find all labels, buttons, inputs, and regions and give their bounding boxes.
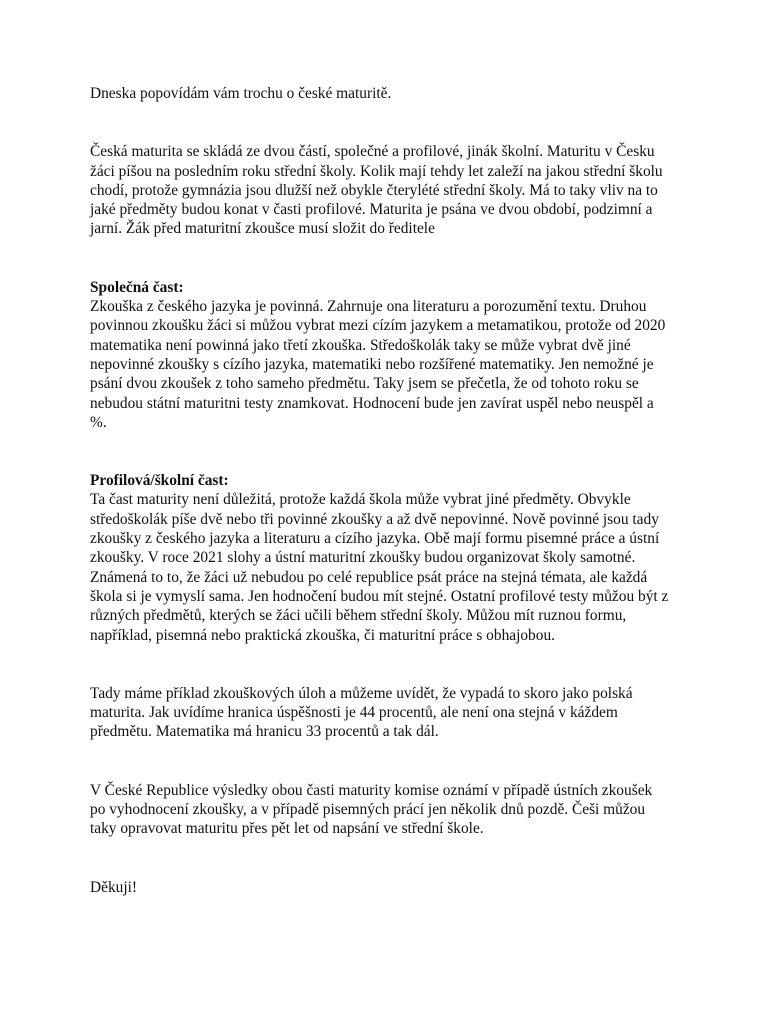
common-part-line: povinnou zkoušku žáci si můžou vybrat mezi cízím jazykem a metamatikou, protože od 2020 (90, 317, 666, 335)
overview-line: žáci píšou na posledním roku střední školy. Kolik mají tehdy let zaleží na jakou střední školu (90, 162, 663, 180)
profile-part-line: různých předmětů, kterých se žáci učili během střední školy. Můžou mít ruznou formu, (90, 607, 627, 625)
results-line: po vyhodnocení zkoušky, a v případě pisemných prácí jen několik dnů pozdě. Češi můžou (90, 801, 646, 819)
profile-part-line: Známená to to, že žáci už nebudou po celé republice psát práce na stejná témata, ale každá (90, 568, 648, 586)
profile-part-line: Ta čast maturity není důležitá, protože každá škola může vybrat jiné předměty. Obvykle (90, 491, 631, 509)
closing-line: Děkuji! (90, 878, 138, 896)
overview-line: Česká maturita se skládá ze dvou částí, společné a profilové, jinák školní. Maturitu v Česku (90, 143, 655, 161)
common-part-line: nepovinné zkoušky s cízího jazyka, matematiki nebo rozšířené matematiky. Jen nemožné je (90, 355, 654, 373)
profile-part-line: například, pisemná nebo praktická zkouška, či maturitní práce s obhajobou. (90, 626, 555, 644)
example-line: maturita. Jak uvídíme hranica úspěšnosti je 44 procentů, ale není ona stejná v káždem (90, 704, 618, 722)
common-part-line: matematika není powinná jako třetí zkouška. Středoškolák taky se může vybrat dvě jiné (90, 336, 631, 354)
overview-paragraph (90, 142, 690, 238)
overview-line: jarní. Žák před maturitní zkoušce musí složit do ředitele (90, 220, 435, 238)
example-paragraph (90, 684, 690, 742)
closing-paragraph (90, 878, 690, 897)
common-part-section (90, 278, 690, 432)
common-part-line: Zkouška z českého jazyka je povinná. Zahrnuje ona literaturu a porozumění textu. Druhou (90, 298, 647, 316)
example-line: předmětu. Matematika má hranicu 33 procentů a tak dál. (90, 723, 439, 741)
profile-part-line: zkoušky z českého jazyka a literaturu a cízího jazyka. Obě mají formu pisemné práce a ústní (90, 530, 660, 548)
profile-part-section (90, 471, 690, 645)
common-part-heading: Společná čast: (90, 278, 184, 296)
results-line: V České Republice výsledky obou časti maturity komise oznámí v případě ústních zkoušek (90, 781, 653, 799)
intro-line: Dneska popovídám vám trochu o české maturitě. (90, 85, 392, 102)
common-part-line: psání dvou zkoušek z toho sameho předmětu. Taky jsem se přečetla, že od tohoto roku se (90, 375, 639, 393)
example-line: Tady máme příklad zkouškových úloh a můžeme uvídět, že vypadá to skoro jako polská (90, 684, 633, 702)
intro-paragraph (90, 84, 690, 103)
overview-line: chodí, protože gymnázia jsou dlužší než obykle čterylété střední školy. Má to taky vliv na to (90, 181, 658, 199)
profile-part-line: škola si je vymyslí sama. Jen hodnočení budou mít stejné. Ostatní profilové testy můžou být z (90, 587, 669, 605)
results-line: taky opravovat maturitu přes pět let od napsání ve střední škole. (90, 820, 484, 838)
overview-line: jaké předměty budou konat v časti profilové. Maturita je psána ve dvou období, podzimní a (90, 201, 653, 219)
profile-part-line: zkoušky. V roce 2021 slohy a ústní maturitní zkoušky budou organizovat školy samotné. (90, 549, 636, 567)
common-part-line: %. (90, 413, 107, 431)
common-part-line: nebudou státní maturitni testy znamkovat. Hodnocení bude jen zavírat uspěl nebo neuspěl a (90, 394, 654, 412)
profile-part-line: středoškolák píše dvě nebo tři povinné zkoušky a až dvě nepovinné. Nově povinné jsou tady (90, 510, 659, 528)
results-paragraph (90, 781, 690, 839)
profile-part-heading: Profilová/školní čast: (90, 472, 229, 490)
document-page (90, 84, 690, 897)
